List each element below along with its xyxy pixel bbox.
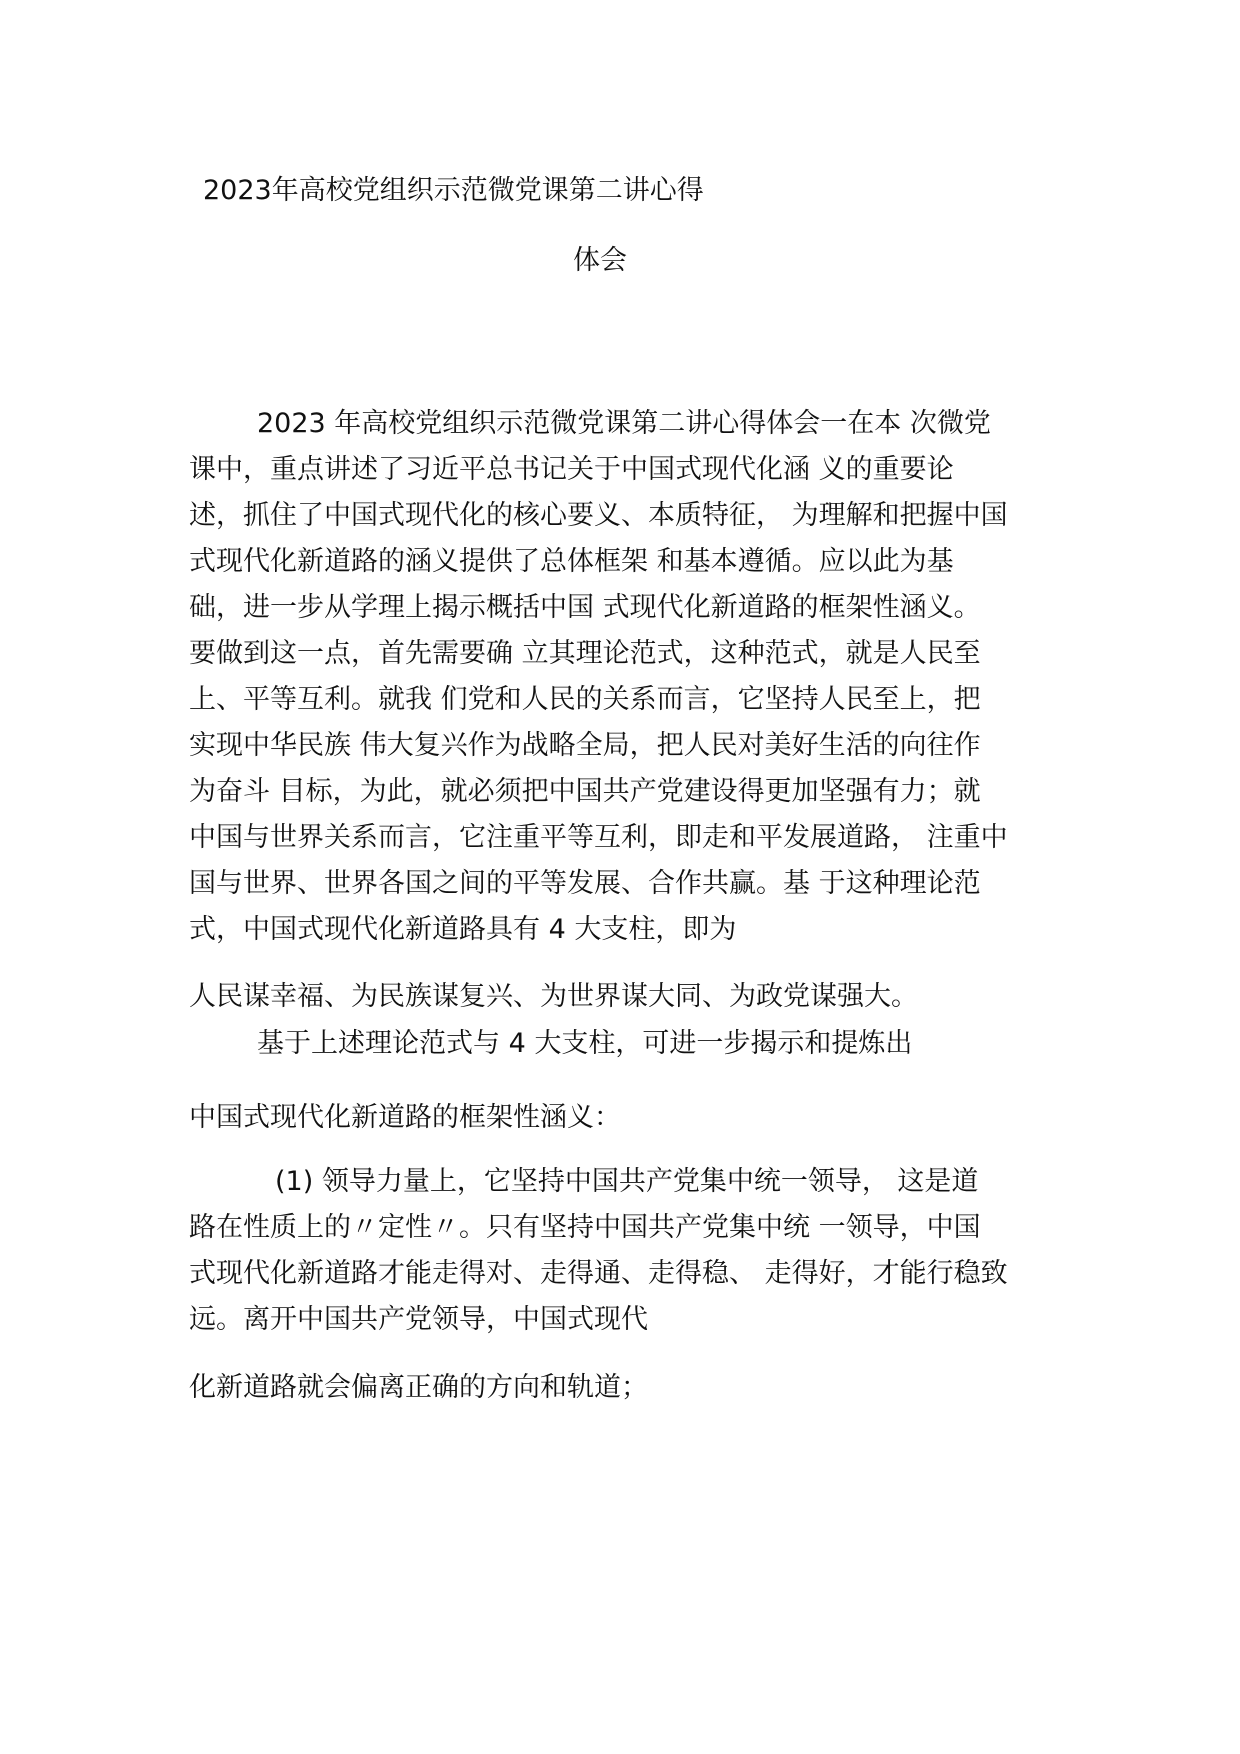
paragraph1-line-10: 中国与世界关系而言，它注重平等互利，即走和平发展道路， 注重中 [189,822,1008,853]
paragraph1-line-3: 述，抓住了中国式现代化的核心要义、本质特征， 为理解和把握中国 [189,500,1008,531]
paragraph1-line-9: 为奋斗 目标，为此，就必须把中国共产党建设得更加坚强有力；就 [189,776,981,807]
paragraph1-line-2: 课中，重点讲述了习近平总书记关于中国式现代化涵 义的重要论 [189,454,954,485]
paragraph1-line-7: 上、平等互利。就我 们党和人民的关系而言，它坚持人民至上，把 [189,684,981,715]
paragraph3-line-2: 路在性质上的〃定性〃。只有坚持中国共产党集中统 一领导，中国 [189,1212,981,1243]
paragraph2-line-1: 基于上述理论范式与 4 大支柱，可进一步揭示和提炼出 [257,1028,913,1059]
paragraph3-line-4: 远。离开中国共产党领导，中国式现代 [189,1304,648,1335]
paragraph2-tail: 中国式现代化新道路的框架性涵义： [189,1102,621,1133]
paragraph3-line-3: 式现代化新道路才能走得对、走得通、走得稳、 走得好，才能行稳致 [189,1258,1008,1289]
paragraph1-line-4: 式现代化新道路的涵义提供了总体框架 和基本遵循。应以此为基 [189,546,954,577]
document-title-line-2: 体会 [573,245,627,276]
document-title-line-1: 2023年高校党组织示范微党课第二讲心得 [203,175,704,206]
paragraph1-line-1: 2023 年高校党组织示范微党课第二讲心得体会一在本 次微党 [257,408,991,439]
paragraph1-line-5: 础，进一步从学理上揭示概括中国 式现代化新道路的框架性涵义。 [189,592,981,623]
paragraph1-line-12: 式，中国式现代化新道路具有 4 大支柱，即为 [189,914,737,945]
paragraph1-line-8: 实现中华民族 伟大复兴作为战略全局，把人民对美好生活的向往作 [189,730,981,761]
paragraph1-line-6: 要做到这一点，首先需要确 立其理论范式，这种范式，就是人民至 [189,638,981,669]
paragraph1-line-11: 国与世界、世界各国之间的平等发展、合作共赢。基 于这种理论范 [189,868,981,899]
paragraph3-line-1: (1) 领导力量上，它坚持中国共产党集中统一领导， 这是道 [275,1166,979,1197]
paragraph1-tail: 人民谋幸福、为民族谋复兴、为世界谋大同、为政党谋强大。 [189,981,918,1012]
paragraph3-tail: 化新道路就会偏离正确的方向和轨道； [189,1372,648,1403]
